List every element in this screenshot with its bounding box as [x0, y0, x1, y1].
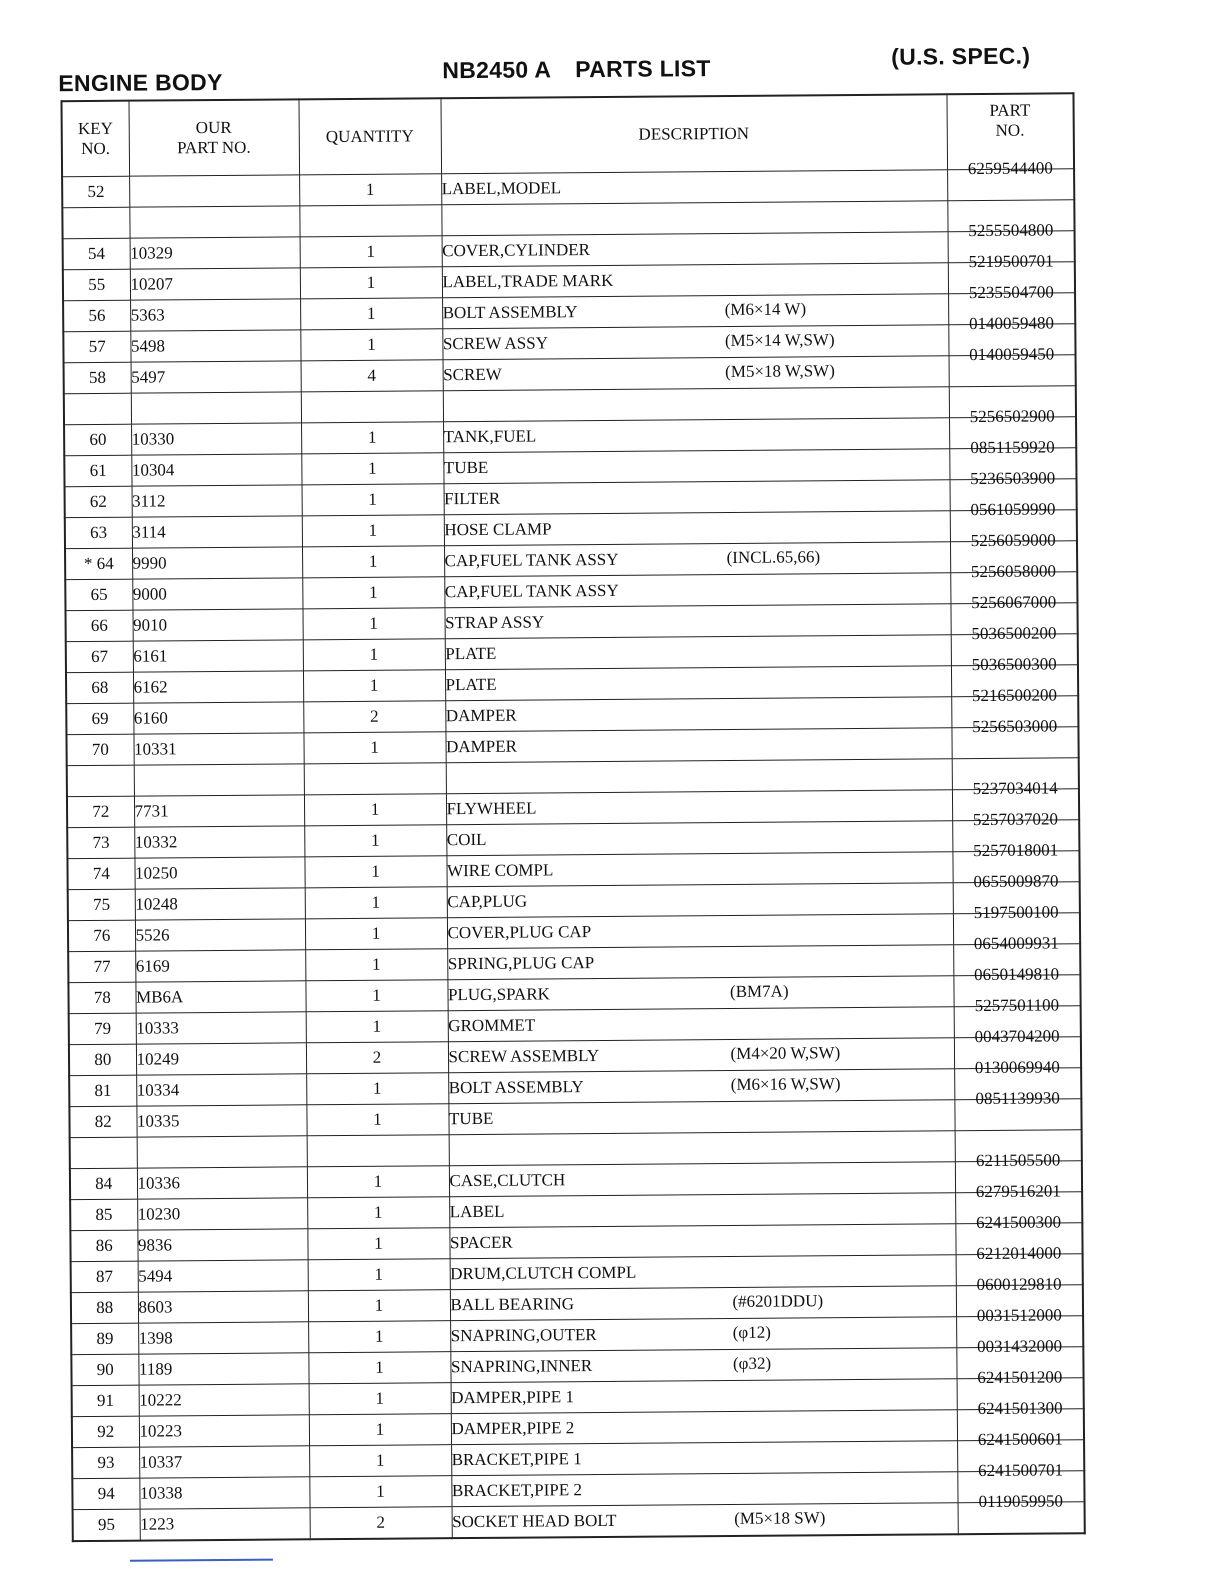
quantity-cell: 1 [305, 980, 447, 1012]
description-text: SOCKET HEAD BOLT [452, 1510, 617, 1532]
part-number: 6241500300 [976, 1212, 1062, 1233]
description-cell [449, 1162, 955, 1197]
part-no-cell [947, 158, 1074, 201]
part-number: 5255504800 [968, 220, 1054, 241]
key-no-cell: 54 [63, 238, 130, 270]
key-no-cell: 89 [71, 1323, 138, 1355]
quantity-cell: 1 [307, 1197, 449, 1229]
our-part-no-cell: 10336 [137, 1167, 307, 1199]
part-number: 5216500200 [971, 685, 1058, 706]
quantity-cell: 2 [306, 1042, 448, 1074]
description-cell [442, 294, 948, 329]
description-text: TANK,FUEL [443, 426, 537, 447]
key-no-cell: 77 [68, 951, 135, 983]
description-text: BRACKET,PIPE 1 [451, 1449, 582, 1470]
description-text: SCREW [443, 364, 502, 385]
model-number: NB2450 A [442, 56, 552, 84]
table-row [73, 1502, 1085, 1541]
quantity-cell: 1 [309, 1414, 451, 1446]
description-text: SPACER [449, 1232, 513, 1253]
key-no-cell: 85 [70, 1199, 137, 1231]
description-cell [445, 635, 951, 670]
description-cell [451, 1379, 957, 1414]
our-part-no-cell [131, 392, 301, 424]
col-header-key-no: KEY NO. [61, 101, 129, 177]
description-cell [443, 356, 949, 391]
part-number: 5219500701 [968, 251, 1054, 272]
quantity-cell: 1 [308, 1259, 450, 1291]
key-no-cell: 67 [66, 641, 133, 673]
our-part-no-cell: 5526 [135, 919, 305, 951]
description-text: DAMPER,PIPE 2 [451, 1418, 575, 1439]
our-part-no-cell [129, 175, 299, 207]
description-cell [447, 883, 953, 918]
key-no-cell: 94 [72, 1478, 139, 1510]
our-part-no-cell: 7731 [134, 795, 304, 827]
our-part-no-cell: 10333 [136, 1012, 306, 1044]
key-no-cell: 81 [69, 1075, 136, 1107]
description-cell [445, 666, 951, 701]
description-text: SPRING,PLUG CAP [447, 953, 595, 974]
quantity-cell: 1 [301, 453, 443, 485]
description-cell [443, 387, 949, 422]
description-text: FILTER [444, 488, 501, 509]
part-number: 0654009931 [973, 933, 1059, 954]
our-part-no-cell: 5494 [138, 1260, 308, 1292]
key-no-cell: 88 [71, 1292, 138, 1324]
quantity-cell: 1 [300, 236, 442, 268]
description-text: TUBE [448, 1108, 494, 1129]
description-text: DAMPER,PIPE 1 [451, 1387, 575, 1408]
description-text: BOLT ASSEMBLY [448, 1077, 584, 1098]
key-no-cell: 62 [65, 486, 132, 518]
description-cell [446, 821, 952, 856]
quantity-cell: 1 [304, 825, 446, 857]
our-part-no-cell: 10230 [137, 1198, 307, 1230]
our-part-no-cell: 6169 [135, 950, 305, 982]
description-cell [451, 1441, 957, 1476]
description-cell [452, 1503, 958, 1538]
quantity-cell: 1 [307, 1228, 449, 1260]
key-no-cell: 58 [64, 362, 131, 394]
description-spec: (M6×16 W,SW) [730, 1074, 841, 1094]
description-text: CASE,CLUTCH [449, 1170, 566, 1191]
key-no-cell: 73 [67, 827, 134, 859]
description-text: WIRE COMPL [446, 860, 554, 881]
key-no-cell: 92 [72, 1416, 139, 1448]
quantity-cell: 1 [307, 1166, 449, 1198]
description-cell [445, 697, 951, 732]
part-number: 0561059990 [970, 499, 1056, 520]
part-number: 5237034014 [972, 778, 1058, 799]
description-text: SCREW ASSY [442, 333, 549, 354]
key-no-cell: 69 [66, 703, 133, 735]
quantity-cell: 1 [303, 670, 445, 702]
our-part-no-cell: 10331 [133, 733, 303, 765]
our-part-no-cell: 10330 [131, 423, 301, 455]
description-cell [447, 976, 953, 1011]
description-text: DRUM,CLUTCH COMPL [450, 1262, 637, 1284]
part-number: 0140059480 [968, 313, 1055, 334]
spec-label: (U.S. SPEC.) [891, 42, 1031, 70]
description-spec: (φ12) [732, 1322, 771, 1342]
description-spec: (M5×18 W,SW) [725, 361, 835, 382]
description-spec: (M4×20 W,SW) [730, 1043, 841, 1063]
parts-table [60, 92, 1085, 1542]
part-no-cell [951, 716, 1078, 759]
description-text: LABEL,MODEL [441, 178, 562, 199]
quantity-cell: 1 [300, 298, 442, 330]
key-no-cell: 60 [64, 424, 131, 456]
our-part-no-cell: 1189 [138, 1353, 308, 1385]
description-cell [450, 1348, 956, 1383]
description-spec: (M5×14 W,SW) [724, 330, 835, 351]
key-no-cell [62, 207, 129, 239]
quantity-cell: 1 [302, 546, 444, 578]
description-text: SNAPRING,INNER [450, 1356, 593, 1377]
description-cell [443, 449, 949, 484]
quantity-cell: 1 [309, 1476, 451, 1508]
description-cell [448, 1069, 954, 1104]
quantity-cell: 1 [303, 732, 445, 764]
description-text: COVER,PLUG CAP [447, 922, 592, 943]
key-no-cell [64, 393, 131, 425]
quantity-cell: 1 [306, 1104, 448, 1136]
our-part-no-cell: 9010 [132, 609, 302, 641]
description-cell [451, 1472, 957, 1507]
quantity-cell [304, 763, 446, 795]
description-spec: (φ32) [732, 1353, 772, 1373]
our-part-no-cell: 10337 [139, 1446, 309, 1478]
description-text: COVER,CYLINDER [442, 240, 591, 261]
description-spec: (#6201DDU) [732, 1291, 824, 1311]
key-no-cell [67, 765, 134, 797]
quantity-cell: 1 [306, 1011, 448, 1043]
our-part-no-cell: 10248 [135, 888, 305, 920]
part-number: 0031512000 [976, 1305, 1062, 1326]
part-number: 0851159920 [970, 437, 1055, 458]
quantity-cell: 1 [300, 329, 442, 361]
part-number: 6211505500 [975, 1150, 1061, 1171]
quantity-cell: 1 [305, 949, 447, 981]
quantity-cell [307, 1135, 449, 1167]
part-number: 6241501200 [977, 1367, 1063, 1388]
our-part-no-cell: MB6A [135, 981, 305, 1013]
quantity-cell: 1 [304, 856, 446, 888]
our-part-no-cell: 10250 [134, 857, 304, 889]
parts-table-body [62, 158, 1085, 1541]
description-cell [441, 170, 947, 205]
description-cell [449, 1131, 955, 1166]
description-cell [450, 1255, 956, 1290]
description-cell [448, 1100, 954, 1135]
key-no-cell: 65 [65, 579, 132, 611]
part-number: 5256503000 [972, 716, 1058, 737]
description-cell [442, 232, 948, 267]
our-part-no-cell: 10338 [139, 1477, 309, 1509]
part-number: 6241501300 [977, 1398, 1063, 1419]
part-number: 5256502900 [969, 406, 1055, 427]
quantity-cell: 1 [299, 174, 441, 206]
key-no-cell: 74 [67, 858, 134, 890]
section-title: ENGINE BODY [58, 68, 223, 97]
col-header-our-part-no: OUR PART NO. [128, 99, 299, 176]
description-cell [444, 480, 950, 515]
description-cell [450, 1286, 956, 1321]
description-text: GROMMET [448, 1015, 536, 1036]
key-no-cell: 87 [71, 1261, 138, 1293]
key-no-cell [70, 1137, 137, 1169]
key-no-cell: 63 [65, 517, 132, 549]
our-part-no-cell: 5497 [131, 361, 301, 393]
part-number: 5197500100 [973, 902, 1059, 923]
part-number: 5256067000 [971, 592, 1057, 613]
document-title: PARTS LIST [575, 55, 711, 83]
description-cell [444, 542, 950, 577]
description-cell [449, 1224, 955, 1259]
our-part-no-cell: 5363 [130, 299, 300, 331]
description-text: CAP,PLUG [447, 891, 528, 912]
our-part-no-cell: 9836 [137, 1229, 307, 1261]
table-header-row [61, 93, 1074, 176]
description-text: STRAP ASSY [445, 612, 545, 633]
our-part-no-cell: 6162 [133, 671, 303, 703]
our-part-no-cell: 9000 [132, 578, 302, 610]
quantity-cell: 2 [310, 1507, 452, 1540]
part-number: 6279516201 [975, 1181, 1061, 1202]
quantity-cell: 1 [302, 515, 444, 547]
quantity-cell: 1 [301, 422, 443, 454]
description-spec: (M6×14 W) [724, 299, 807, 320]
key-no-cell: 61 [64, 455, 131, 487]
key-no-cell: 91 [72, 1385, 139, 1417]
description-cell [446, 852, 952, 887]
key-no-cell: 55 [63, 269, 130, 301]
quantity-cell: 1 [302, 577, 444, 609]
key-no-cell: 78 [68, 982, 135, 1014]
key-no-cell: 57 [63, 331, 130, 363]
part-number: 6259544400 [967, 158, 1053, 179]
description-cell [445, 728, 951, 763]
our-part-no-cell: 1398 [138, 1322, 308, 1354]
part-number: 5036500200 [971, 623, 1057, 644]
part-number: 5036500300 [971, 654, 1057, 675]
part-number: 5256059000 [970, 530, 1056, 551]
description-text: BRACKET,PIPE 2 [451, 1480, 583, 1501]
footer-underline-mark [130, 1559, 273, 1562]
quantity-cell [301, 391, 443, 423]
quantity-cell [299, 205, 441, 237]
quantity-cell: 1 [305, 918, 447, 950]
part-number: 0655009870 [973, 871, 1059, 892]
description-text: DAMPER [445, 705, 517, 726]
our-part-no-cell: 1223 [140, 1508, 310, 1541]
description-cell [444, 604, 950, 639]
key-no-cell: 68 [66, 672, 133, 704]
quantity-cell: 1 [308, 1352, 450, 1384]
description-text: PLATE [445, 674, 497, 695]
our-part-no-cell: 10334 [136, 1074, 306, 1106]
quantity-cell: 1 [309, 1383, 451, 1415]
description-cell [441, 201, 947, 236]
col-header-part-no: PART NO. [946, 93, 1074, 169]
part-number: 6241500701 [977, 1460, 1064, 1481]
part-number: 5257018001 [973, 840, 1059, 861]
our-part-no-cell: 6161 [133, 640, 303, 672]
our-part-no-cell [137, 1136, 307, 1168]
description-text: CAP,FUEL TANK ASSY [444, 549, 619, 571]
key-no-cell: 56 [63, 300, 130, 332]
key-no-cell: 82 [69, 1106, 136, 1138]
part-number: 0031432000 [976, 1336, 1063, 1357]
description-text: LABEL [449, 1201, 505, 1222]
key-no-cell: 93 [72, 1447, 139, 1479]
our-part-no-cell: 6160 [133, 702, 303, 734]
part-no-cell [954, 1088, 1081, 1131]
key-no-cell: * 64 [65, 548, 132, 580]
part-number: 0130069940 [974, 1057, 1060, 1078]
description-cell [449, 1193, 955, 1228]
description-cell [444, 573, 950, 608]
quantity-cell: 1 [302, 608, 444, 640]
part-number: 5257501100 [974, 995, 1060, 1016]
description-text: COIL [446, 829, 487, 850]
key-no-cell: 84 [70, 1168, 137, 1200]
quantity-cell: 1 [302, 484, 444, 516]
description-cell [451, 1410, 957, 1445]
description-cell [448, 1038, 954, 1073]
description-cell [450, 1317, 956, 1352]
our-part-no-cell: 10335 [136, 1105, 306, 1137]
key-no-cell: 90 [71, 1354, 138, 1386]
key-no-cell: 75 [68, 889, 135, 921]
our-part-no-cell: 5498 [130, 330, 300, 362]
part-no-cell [949, 344, 1076, 387]
our-part-no-cell: 9990 [132, 547, 302, 579]
our-part-no-cell [134, 764, 304, 796]
part-number: 0119059950 [978, 1491, 1064, 1512]
description-text: PLATE [445, 643, 497, 664]
quantity-cell: 2 [303, 701, 445, 733]
description-cell [448, 1007, 954, 1042]
description-spec: (M5×18 SW) [734, 1508, 826, 1528]
description-cell [444, 511, 950, 546]
description-text: SNAPRING,OUTER [450, 1325, 597, 1346]
key-no-cell: 72 [67, 796, 134, 828]
description-cell [442, 263, 948, 298]
description-spec: (BM7A) [729, 981, 789, 1001]
description-text: TUBE [443, 457, 489, 478]
our-part-no-cell: 10222 [139, 1384, 309, 1416]
part-number: 0650149810 [974, 964, 1060, 985]
description-text: PLUG,SPARK [447, 984, 550, 1005]
part-no-cell [958, 1491, 1085, 1534]
quantity-cell: 1 [303, 639, 445, 671]
key-no-cell: 80 [69, 1044, 136, 1076]
description-text: BALL BEARING [450, 1294, 575, 1315]
our-part-no-cell: 10332 [134, 826, 304, 858]
description-text: SCREW ASSEMBLY [448, 1046, 600, 1067]
our-part-no-cell: 8603 [138, 1291, 308, 1323]
description-text: LABEL,TRADE MARK [442, 270, 614, 292]
quantity-cell: 1 [306, 1073, 448, 1105]
page-title [442, 55, 711, 84]
quantity-cell: 1 [305, 887, 447, 919]
description-cell [446, 790, 952, 825]
our-part-no-cell: 10223 [139, 1415, 309, 1447]
our-part-no-cell: 10207 [130, 268, 300, 300]
our-part-no-cell: 3114 [132, 516, 302, 548]
description-cell [447, 945, 953, 980]
description-text: CAP,FUEL TANK ASSY [444, 580, 619, 602]
description-cell [447, 914, 953, 949]
description-text: BOLT ASSEMBLY [442, 302, 578, 323]
our-part-no-cell: 3112 [132, 485, 302, 517]
part-number: 5236503900 [970, 468, 1056, 489]
quantity-cell: 1 [308, 1290, 450, 1322]
part-number: 0600129810 [976, 1274, 1062, 1295]
key-no-cell: 52 [62, 176, 129, 208]
part-number: 5257037020 [972, 809, 1058, 830]
part-number: 6212014000 [976, 1243, 1062, 1264]
part-number: 6241500601 [977, 1429, 1063, 1450]
our-part-no-cell: 10304 [131, 454, 301, 486]
key-no-cell: 79 [69, 1013, 136, 1045]
key-no-cell: 70 [66, 734, 133, 766]
part-number: 5256058000 [970, 561, 1057, 582]
quantity-cell: 1 [304, 794, 446, 826]
quantity-cell: 4 [301, 360, 443, 392]
key-no-cell: 66 [65, 610, 132, 642]
description-cell [446, 759, 952, 794]
description-text: HOSE CLAMP [444, 519, 552, 540]
quantity-cell: 1 [309, 1445, 451, 1477]
part-number: 0140059450 [969, 344, 1055, 365]
description-cell [442, 325, 948, 360]
part-number: 0043704200 [974, 1026, 1060, 1047]
part-number: 5235504700 [968, 282, 1054, 303]
key-no-cell: 76 [68, 920, 135, 952]
key-no-cell: 86 [70, 1230, 137, 1262]
quantity-cell: 1 [300, 267, 442, 299]
description-cell [443, 418, 949, 453]
our-part-no-cell: 10249 [136, 1043, 306, 1075]
part-number: 0851139930 [975, 1088, 1060, 1109]
our-part-no-cell [129, 206, 299, 238]
description-text: FLYWHEEL [446, 798, 537, 819]
our-part-no-cell: 10329 [130, 237, 300, 269]
key-no-cell: 95 [73, 1509, 140, 1541]
col-header-description: DESCRIPTION [440, 94, 947, 173]
quantity-cell: 1 [308, 1321, 450, 1353]
col-header-quantity: QUANTITY [298, 98, 441, 175]
description-text: DAMPER [446, 736, 518, 757]
description-spec: (INCL.65,66) [726, 547, 821, 567]
